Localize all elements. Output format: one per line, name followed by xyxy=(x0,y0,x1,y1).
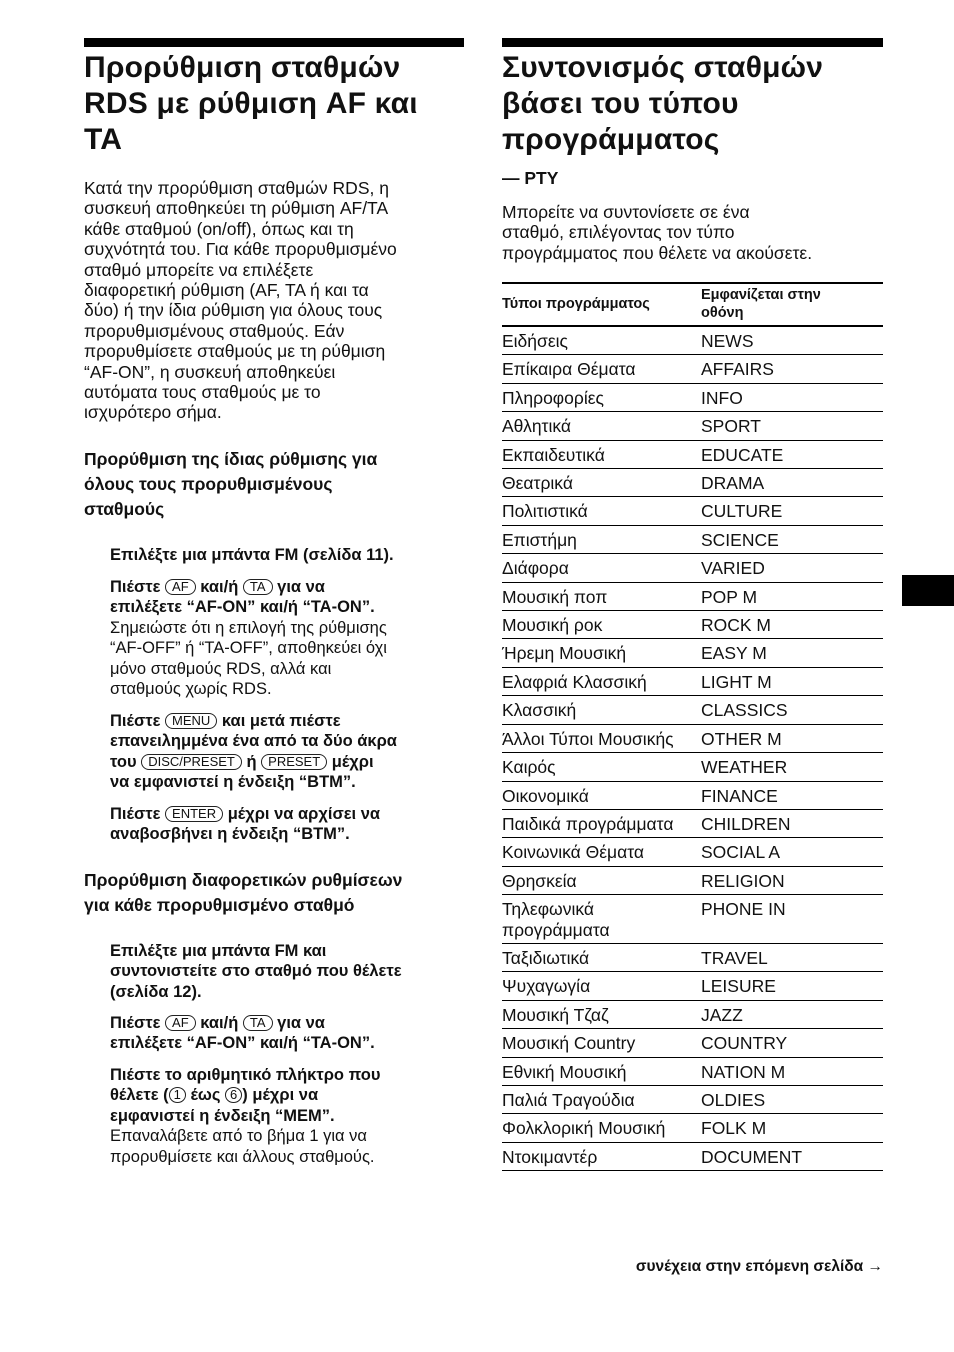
step-press-enter: Πιέστε ENTER μέχρι να αρχίσει να αναβοσβήνει η ένδειξη “BTM”. xyxy=(110,805,381,844)
pty-intro: Μπορείτε να συντονίσετε σε ένα σταθμό, επιλέγοντας τον τύπο προγράμματος που θέλετε να ακούσετε. xyxy=(502,202,813,263)
program-type-cell: Εκπαιδευτικά xyxy=(502,444,605,465)
program-type-table xyxy=(502,282,883,1171)
af-key: AF xyxy=(165,1015,196,1031)
table-row xyxy=(502,753,883,781)
step-press-number-key: Πιέστε το αριθμητικό πλήκτρο που θέλετε ( 1 έως 6 ) μέχρι να εμφανιστεί η ένδειξη “MEM”. Επαναλάβετε από το βήμα 1 για να προρυθμίσετε και άλλους σταθμούς. xyxy=(110,1066,381,1166)
display-code-cell: FINANCE xyxy=(701,785,778,806)
table-row xyxy=(502,611,883,639)
header-display: Εμφανίζεται στην οθόνη xyxy=(701,287,821,321)
step-press-af-ta: Πιέστε AF και/ή TA για να επιλέξετε “AF-ON” και/ή “TA-ON”. Σημειώστε ότι η επιλογή της ρύθμισης “AF-OFF” ή “TA-OFF”, αποθηκεύει όχι μόνο σταθμούς RDS, αλλά και σταθμούς χωρίς RDS. xyxy=(110,578,387,699)
table-row xyxy=(502,525,883,553)
step-select-fm-and-tune: Επιλέξτε μια μπάντα FM και συντονιστείτε στο σταθμό που θέλετε (σελίδα 12). xyxy=(110,942,402,1001)
table-row xyxy=(502,724,883,752)
program-type-cell: Παλιά Τραγούδια xyxy=(502,1089,635,1110)
arrow-right-icon: → xyxy=(867,1258,883,1275)
table-row xyxy=(502,838,883,866)
program-type-cell: Παιδικά προγράμματα xyxy=(502,813,674,834)
display-code-cell: DOCUMENT xyxy=(701,1146,803,1167)
program-type-cell: Θεατρικά xyxy=(502,473,573,494)
table-row xyxy=(502,667,883,695)
program-type-cell: Τηλεφωνικά προγράμματα xyxy=(502,899,610,940)
display-code-cell: EASY M xyxy=(701,643,767,664)
section-heading-different-settings: Προρύθμιση διαφορετικών ρυθμίσεων για κάθε προρυθμισμένο σταθμό xyxy=(84,870,403,915)
right-column xyxy=(502,0,883,1352)
section-heading-same-setting: Προρύθμιση της ίδιας ρύθμισης για όλους τους προρυθμισμένους σταθμούς xyxy=(84,449,378,519)
program-type-cell: Μουσική ροκ xyxy=(502,615,603,636)
table-row xyxy=(502,1000,883,1028)
section-rule xyxy=(502,38,883,47)
table-row xyxy=(502,440,883,468)
table-row xyxy=(502,1114,883,1142)
table-row xyxy=(502,383,883,411)
page-title xyxy=(84,50,418,158)
display-code-cell: WEATHER xyxy=(701,757,788,778)
ta-key: TA xyxy=(243,579,273,595)
af-key: AF xyxy=(165,579,196,595)
table-header-row xyxy=(502,283,883,326)
display-code-cell: SPORT xyxy=(701,416,761,437)
title-line: TA xyxy=(84,123,123,156)
program-type-cell: Εθνική Μουσική xyxy=(502,1061,627,1082)
table-row xyxy=(502,696,883,724)
number-6-key: 6 xyxy=(225,1087,242,1103)
program-type-cell: Αθλητικά xyxy=(502,416,572,437)
title-line: Προρύθμιση σταθμών xyxy=(84,51,401,84)
program-type-cell: Ταξιδιωτικά xyxy=(502,947,590,968)
step-press-af-ta-2: Πιέστε AF και/ή TA για να επιλέξετε “AF-ON” και/ή “TA-ON”. xyxy=(110,1014,375,1053)
display-code-cell: PHONE IN xyxy=(701,899,786,920)
display-code-cell: POP M xyxy=(701,586,758,607)
program-type-cell: Φολκλορική Μουσική xyxy=(502,1118,666,1139)
display-code-cell: NATION M xyxy=(701,1061,786,1082)
display-code-cell: LEISURE xyxy=(701,976,776,997)
table-row xyxy=(502,469,883,497)
display-code-cell: FOLK M xyxy=(701,1118,767,1139)
disc-preset-key: DISC/PRESET xyxy=(141,754,242,770)
section-rule xyxy=(84,38,464,47)
program-type-cell: Ελαφριά Κλασσική xyxy=(502,671,647,692)
table-row xyxy=(502,582,883,610)
table-row xyxy=(502,412,883,440)
program-type-cell: Διάφορα xyxy=(502,558,569,579)
table-row xyxy=(502,355,883,383)
program-type-cell: Ψυχαγωγία xyxy=(502,976,591,997)
menu-key: MENU xyxy=(165,713,217,729)
step-select-fm-band: Επιλέξτε μια μπάντα FM (σελίδα 11). xyxy=(110,546,394,564)
display-code-cell: INFO xyxy=(701,387,743,408)
table-row xyxy=(502,972,883,1000)
program-type-cell: Μουσική Τζαζ xyxy=(502,1004,609,1025)
program-type-cell: Θρησκεία xyxy=(502,870,577,891)
table-row xyxy=(502,497,883,525)
display-code-cell: AFFAIRS xyxy=(701,359,774,380)
table-row xyxy=(502,1085,883,1113)
header-program-types: Τύποι προγράμματος xyxy=(502,296,650,312)
program-type-cell: Ειδήσεις xyxy=(502,331,568,351)
ta-key: TA xyxy=(243,1015,273,1031)
display-code-cell: JAZZ xyxy=(701,1004,743,1025)
table-row xyxy=(502,809,883,837)
display-code-cell: SOCIAL A xyxy=(701,842,781,863)
table-row xyxy=(502,1029,883,1057)
section-tab-marker xyxy=(902,575,954,606)
program-type-cell: Κοινωνικά Θέματα xyxy=(502,842,645,863)
display-code-cell: DRAMA xyxy=(701,473,765,494)
program-type-cell: Ντοκιμαντέρ xyxy=(502,1146,598,1167)
section-title-pty: Συντονισμός σταθμών βάσει του τύπου προγράμματος xyxy=(502,51,824,156)
table-row xyxy=(502,866,883,894)
table-row xyxy=(502,1142,883,1170)
display-code-cell: OTHER M xyxy=(701,728,782,749)
program-type-cell: Οικονομικά xyxy=(502,785,589,806)
table-row xyxy=(502,639,883,667)
program-type-cell: Επιστήμη xyxy=(502,529,577,550)
program-type-cell: Ήρεμη Μουσική xyxy=(502,643,627,664)
program-type-cell: Μουσική ποπ xyxy=(502,586,608,607)
table-row xyxy=(502,943,883,971)
program-type-cell: Μουσική Country xyxy=(502,1033,636,1054)
preset-key: PRESET xyxy=(261,754,327,770)
display-code-cell: CLASSICS xyxy=(701,700,788,721)
program-type-cell: Επίκαιρα Θέματα xyxy=(502,359,636,380)
title-line: RDS με ρύθμιση AF και xyxy=(84,87,418,120)
program-type-cell: Κλασσική xyxy=(502,700,577,721)
display-code-cell: RELIGION xyxy=(701,870,785,891)
pty-subtitle: — PTY xyxy=(502,168,559,188)
table-row xyxy=(502,895,883,944)
program-type-cell: Άλλοι Τύποι Μουσικής xyxy=(502,728,674,749)
program-type-cell: Καιρός xyxy=(502,757,556,778)
table-row xyxy=(502,781,883,809)
left-column xyxy=(84,0,464,1352)
intro-paragraph: Κατά την προρύθμιση σταθμών RDS, η συσκευή αποθηκεύει τη ρύθμιση AF/TA κάθε σταθμού (on/off), όπως και τη συχνότητά του. Για κάθε προρυθμισμένο σταθμό μπορείτε να επιλέξετε διαφορετική ρύθμιση (AF, TA ή και τα δύο) ή την ίδια ρύθμιση για όλους τους προρυθμισμένους σταθμούς. Εάν προρυθμίσετε σταθμούς με τη ρύθμιση “AF-ON”, η συσκευή αποθηκεύει αυτόματα τους σταθμούς με το ισχυρότερο σήμα. xyxy=(84,178,397,423)
display-code-cell: ROCK M xyxy=(701,615,771,636)
continue-label: συνέχεια στην επόμενη σελίδα xyxy=(635,1258,864,1275)
display-code-cell: COUNTRY xyxy=(701,1033,788,1054)
number-1-key: 1 xyxy=(169,1087,186,1103)
display-code-cell: TRAVEL xyxy=(701,947,768,968)
display-code-cell: CHILDREN xyxy=(701,813,791,834)
enter-key: ENTER xyxy=(165,806,223,822)
display-code-cell: VARIED xyxy=(701,558,765,579)
display-code-cell: LIGHT M xyxy=(701,671,772,692)
display-code-cell: CULTURE xyxy=(701,501,783,522)
table-row xyxy=(502,554,883,582)
display-code-cell: NEWS xyxy=(701,331,754,351)
display-code-cell: SCIENCE xyxy=(701,529,779,550)
program-type-cell: Πολιτιστικά xyxy=(502,501,588,522)
table-row xyxy=(502,1057,883,1085)
program-type-cell: Πληροφορίες xyxy=(502,387,604,408)
continued-next-page xyxy=(636,1258,883,1276)
display-code-cell: OLDIES xyxy=(701,1089,766,1110)
table-row xyxy=(502,326,883,355)
step-press-menu: Πιέστε MENU και μετά πιέστε επανειλημμένα ένα από τα δύο άκρα του DISC/PRESET ή PRESET μέχρι να εμφανιστεί η ένδειξη “BTM”. xyxy=(110,712,397,792)
display-code-cell: EDUCATE xyxy=(701,444,784,465)
